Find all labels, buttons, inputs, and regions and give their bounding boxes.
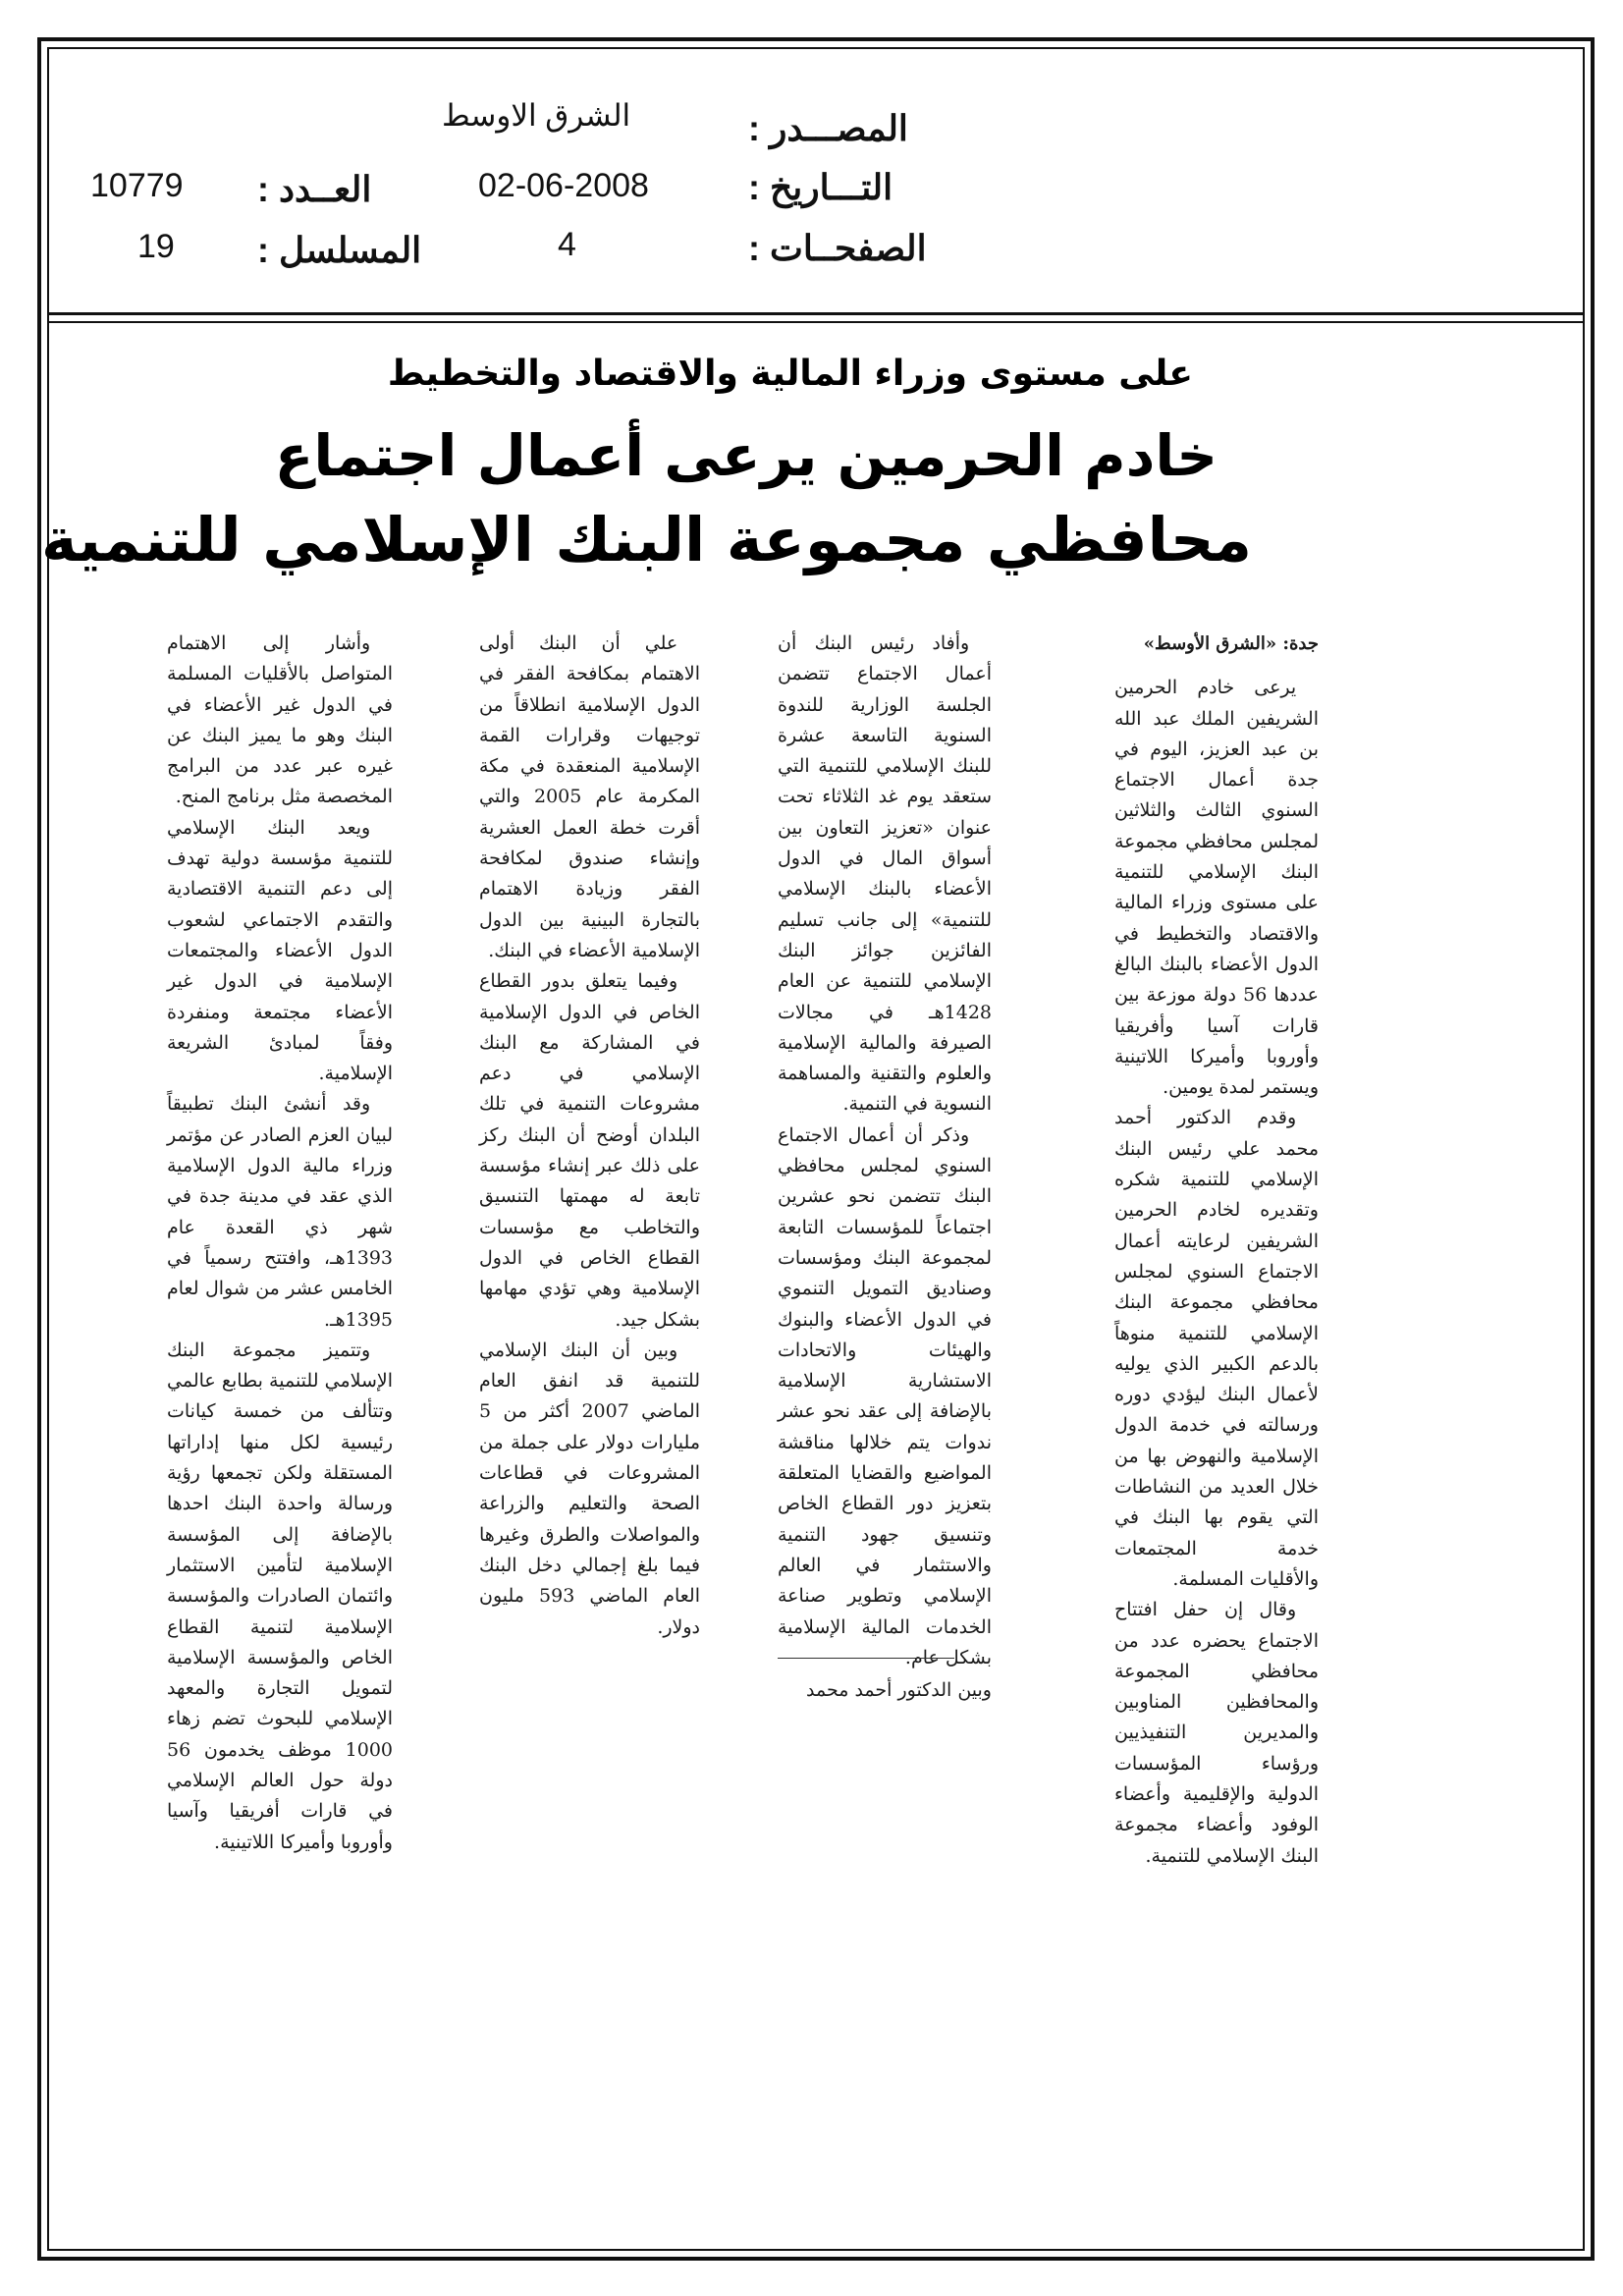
paragraph: وقد أنشئ البنك تطبيقاً لبيان العزم الصادر عن مؤتمر وزراء مالية الدول الإسلامية الذي عقد في مدينة جدة في شهر ذي القعدة عام 1393هـ، وافتتح رسمياً في الخامس عشر من شوال لعام 1395هـ.	[167, 1093, 393, 1331]
paragraph: وبين أن البنك الإسلامي للتنمية قد انفق العام الماضي 2007 أكثر من 5 مليارات دولار على جملة من المشروعات في قطاعات الصحة والتعليم والزراعة والمواصلات والطرق وغيرها فيما بلغ إجمالي دخل البنك العام الماضي 593 مليون دولار.	[479, 1339, 700, 1638]
article-dateline: جدة: «الشرق الأوسط»	[1143, 633, 1319, 654]
pages-value: 4	[558, 226, 576, 263]
serial-value: 19	[137, 228, 175, 265]
issue-value: 10779	[90, 167, 184, 204]
paragraph: وفيما يتعلق بدور القطاع الخاص في الدول الإسلامية في المشاركة مع البنك الإسلامي في دعم مشروعات التنمية في تلك البلدان أوضح أن البنك ركز على ذلك عبر إنشاء مؤسسة تابعة له مهمتها التنسيق والتخاطب مع مؤسسات القطاع الخاص في الدول الإسلامية وهي تؤدي مهامها بشكل جيد.	[479, 970, 700, 1331]
issue-label: العــدد :	[257, 169, 372, 209]
source-value: الشرق الاوسط	[442, 98, 631, 133]
source-label: المصـــدر :	[748, 108, 908, 148]
date-value: 02-06-2008	[478, 167, 649, 204]
article-column-1	[1114, 629, 1319, 1867]
pages-label: الصفحــات :	[748, 228, 927, 268]
paragraph: وأفاد رئيس البنك أن أعمال الاجتماع تتضمن الجلسة الوزارية للندوة السنوية التاسعة عشرة للبنك الإسلامي للتنمية التي ستعقد يوم غد الثلاثاء تحت عنوان «تعزيز التعاون بين أسواق المال في الدول الأعضاء بالبنك الإسلامي للتنمية» إلى جانب تسليم الفائزين جوائز البنك الإسلامي للتنمية عن العام 1428هـ في مجالات الصيرفة والمالية الإسلامية والعلوم والتقنية والمساهمة النسوية في التنمية.	[778, 632, 992, 1116]
column-end-rule	[778, 1658, 954, 1659]
paragraph: وقدم الدكتور أحمد محمد علي رئيس البنك الإسلامي للتنمية شكره وتقديره لخادم الحرمين الشريفين لرعايته أعمال الاجتماع السنوي لمجلس محافظي مجموعة البنك الإسلامي للتنمية منوهاً بالدعم الكبير الذي يوليه لأعمال البنك ليؤدي دوره ورسالته في خدمة الدول الإسلامية والنهوض بها من خلال العديد من النشاطات التي يقوم بها البنك في خدمة المجتمعات والأقليات المسلمة.	[1114, 1107, 1319, 1590]
serial-label: المسلسل :	[257, 230, 422, 270]
article-column-2	[778, 629, 992, 1702]
paragraph: وذكر أن أعمال الاجتماع السنوي لمجلس محافظي البنك تتضمن نحو عشرين اجتماعاً للمؤسسات التابعة لمجموعة البنك ومؤسسات وصناديق التمويل التنموي في الدول الأعضاء والبنوك والهيئات والاتحادات الاستشارية الإسلامية بالإضافة إلى عقد نحو عشر ندوات يتم خلالها مناقشة المواضيع والقضايا المتعلقة بتعزيز دور القطاع الخاص وتنسيق جهود التنمية والاستثمار في العالم الإسلامي وتطوير صناعة الخدمات المالية الإسلامية بشكل عام.	[778, 1123, 992, 1668]
paragraph: وأشار إلى الاهتمام المتواصل بالأقليات المسلمة في الدول غير الأعضاء في البنك وهو ما يميز البنك عن غيره عبر عدد من البرامج المخصصة مثل برنامج المنح.	[167, 632, 393, 808]
paragraph: علي أن البنك أولى الاهتمام بمكافحة الفقر في الدول الإسلامية انطلاقاً من توجيهات وقرارات القمة الإسلامية المنعقدة في مكة المكرمة عام 2005 والتي أقرت خطة العمل العشرية وإنشاء صندوق لمكافحة الفقر وزيادة الاهتمام بالتجارة البينية بين الدول الإسلامية الأعضاء في البنك.	[479, 632, 700, 961]
article-kicker: على مستوى وزراء المالية والاقتصاد والتخطيط	[387, 354, 1193, 394]
date-label: التـــاريخ :	[748, 167, 893, 207]
newspaper-clipping	[40, 332, 1522, 1867]
paragraph: يرعى خادم الحرمين الشريفين الملك عبد الله بن عبد العزيز، اليوم في جدة أعمال الاجتماع السنوي الثالث والثلاثين لمجلس محافظي مجموعة البنك الإسلامي للتنمية على مستوى وزراء المالية والاقتصاد والتخطيط في الدول الأعضاء بالبنك البالغ عددها 56 دولة موزعة بين قارات آسيا وأفريقيا وأوروبا وأميركا اللاتينية ويستمر لمدة يومين.	[1114, 677, 1319, 1099]
header-divider-secondary	[47, 321, 1585, 323]
paragraph-continuation: وبين الدكتور أحمد محمد	[806, 1679, 992, 1702]
article-title-line-2: محافظي مجموعة البنك الإسلامي للتنمية	[40, 504, 1252, 575]
article-title-line-1: خادم الحرمين يرعى أعمال اجتماع	[274, 422, 1217, 489]
paragraph: وتتميز مجموعة البنك الإسلامي للتنمية بطابع عالمي وتتألف من خمسة كيانات رئيسية لكل منها إداراتها المستقلة ولكن تجمعها رؤية ورسالة واحدة البنك احدها بالإضافة إلى المؤسسة الإسلامية لتأمين الاستثمار وائتمان الصادرات والمؤسسة الإسلامية لتنمية القطاع الخاص والمؤسسة الإسلامية لتمويل التجارة والمعهد الإسلامي للبحوث تضم زهاء 1000 موظف يخدمون 56 دولة حول العالم الإسلامي في قارات أفريقيا وآسيا وأوروبا وأميركا اللاتينية.	[167, 1339, 393, 1853]
header-divider	[47, 312, 1585, 315]
paragraph: ويعد البنك الإسلامي للتنمية مؤسسة دولية تهدف إلى دعم التنمية الاقتصادية والتقدم الاجتماعي لشعوب الدول الأعضاء والمجتمعات الإسلامية في الدول غير الأعضاء مجتمعة ومنفردة وفقاً لمبادئ الشريعة الإسلامية.	[167, 816, 393, 1085]
article-column-4	[167, 629, 393, 1853]
paragraph: وقال إن حفل افتتاح الاجتماع يحضره عدد من محافظي المجموعة والمحافظين المناوبين والمديرين التنفيذيين ورؤساء المؤسسات الدولية والإقليمية وأعضاء الوفود وأعضاء مجموعة البنك الإسلامي للتنمية.	[1114, 1599, 1319, 1867]
article-column-3	[479, 629, 700, 1638]
